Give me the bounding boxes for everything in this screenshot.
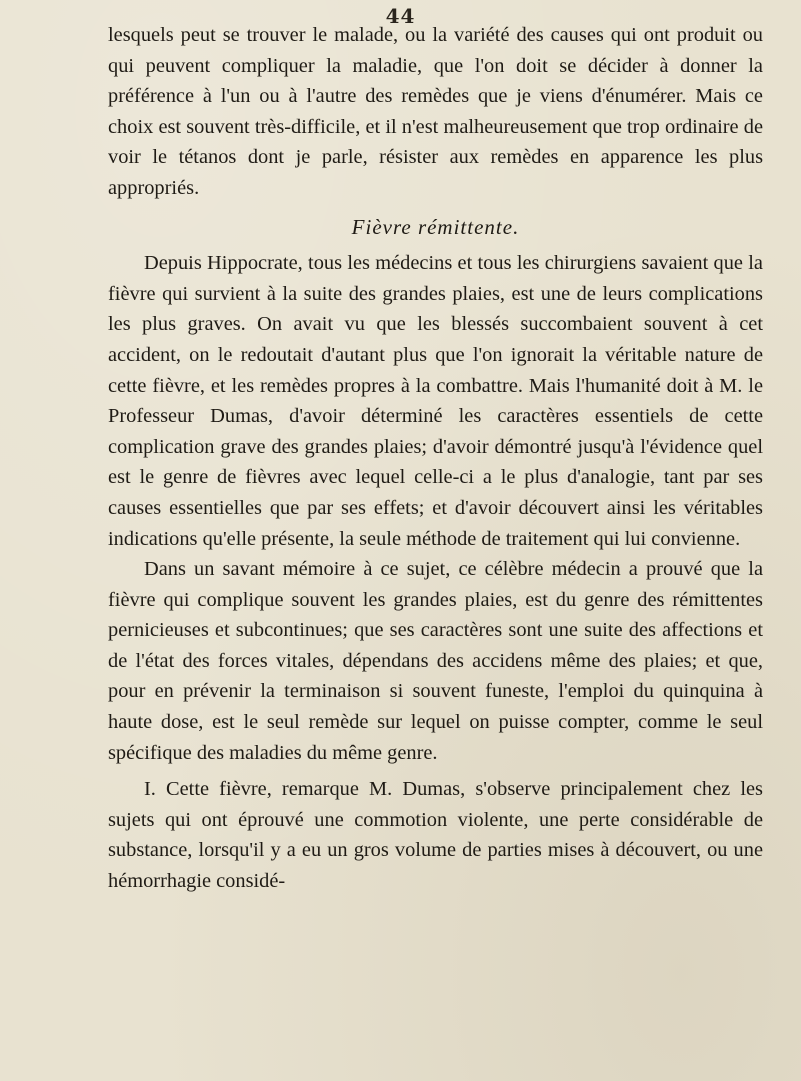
section-heading: Fièvre rémittente. xyxy=(351,214,520,239)
paragraph-continuation: lesquels peut se trouver le malade, ou la variété des causes qui ont produit ou qui peuvent compliquer la maladie, que l'on doit se décider à donner la préférence à l'un ou à l'autre des remèdes que je viens d'énumérer. Mais ce choix est souvent très-difficile, et il n'est malheureusement que trop ordinaire de voir le tétanos dont je parle, résister aux remèdes en apparence les plus appropriés. xyxy=(108,24,763,199)
paragraph-history: Depuis Hippocrate, tous les médecins et tous les chirurgiens savaient que la fièvre qui survient à la suite des grandes plaies, est une de leurs complications les plus graves. On avait vu que les blessés succombaient souvent à cet accident, on le redoutait d'autant plus que l'on ignorait la véritable nature de cette fièvre, et les remèdes propres à la combattre. Mais l'humanité doit à M. le Professeur Dumas, d'avoir déterminé les caractères essentiels de cette complication grave des grandes plaies; d'avoir démontré jusqu'à l'évidence quel est le genre de fièvres avec lequel celle-ci a le plus d'analogie, tant par ses causes essentielles que par ses effets; et d'avoir découvert ainsi les véritables indications qu'elle présente, la seule méthode de traitement qui lui convienne. xyxy=(108,252,763,550)
page-text-block xyxy=(108,20,763,897)
page-number: 44 xyxy=(385,4,416,28)
paragraph-memoir: Dans un savant mémoire à ce sujet, ce célèbre médecin a prouvé que la fièvre qui complique souvent les grandes plaies, est du genre des rémittentes pernicieuses et subcontinues; que ses caractères sont une suite des affections et de l'état des forces vitales, dépendans des accidens même des plaies; et que, pour en prévenir la terminaison si souvent funeste, l'emploi du quinquina à haute dose, est le seul remède sur lequel on puisse compter, comme le seul spécifique des maladies du même genre. xyxy=(108,558,763,764)
paragraph-observation: I. Cette fièvre, remarque M. Dumas, s'observe principalement chez les sujets qui ont éprouvé une commotion violente, une perte considérable de substance, lorsqu'il y a eu un gros volume de parties mises à découvert, ou une hémorrhagie considé- xyxy=(108,778,763,893)
